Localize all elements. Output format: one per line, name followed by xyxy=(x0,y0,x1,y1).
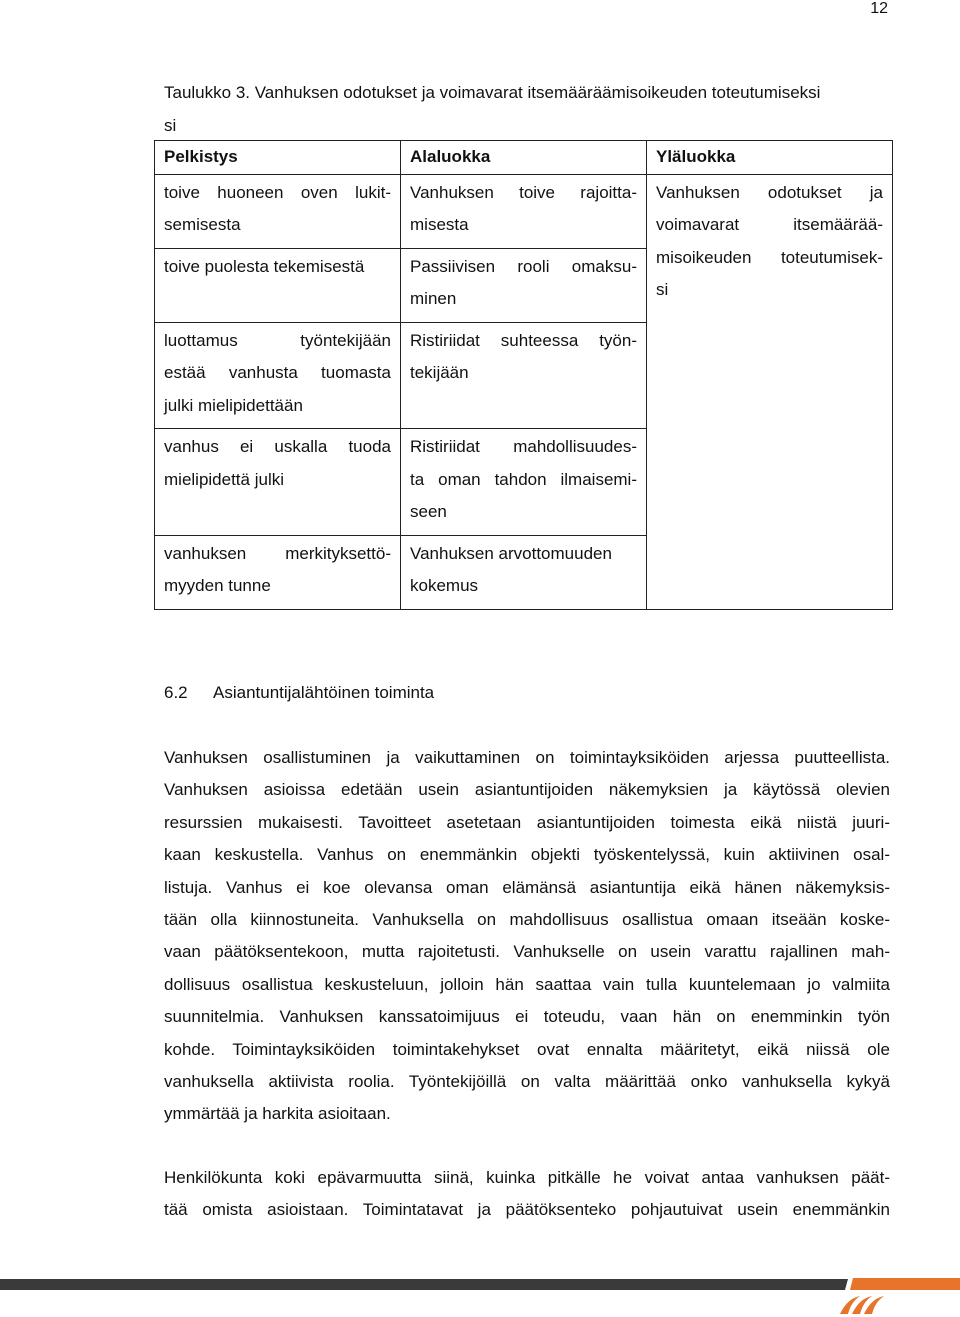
cell-line: Vanhuksen toive rajoitta- xyxy=(410,182,637,202)
cell-pelkistys xyxy=(155,248,401,322)
paragraph-line: dollisuus osallistua keskusteluun, jolloin hän saattaa vain tulla kuuntelemaan jo valmiita xyxy=(164,974,890,994)
page-number: 12 xyxy=(870,0,888,17)
paragraph-1 xyxy=(164,742,890,1131)
cell-line: vanhus ei uskalla tuoda xyxy=(164,437,391,456)
orange-swoosh-logo-icon xyxy=(838,1292,890,1316)
cell-line: minen xyxy=(410,289,457,308)
paragraph-line: suunnitelmia. Vanhuksen kanssatoimijuus ei toteudu, vaan hän on enemminkin työn xyxy=(164,1007,890,1027)
cell-ylaluokka xyxy=(647,174,893,609)
paragraph-line: vaan päätöksentekoon, mutta rajoitetusti. Vanhukselle on usein varattu rajallinen mah- xyxy=(164,942,890,962)
paragraph-line: kaan keskustella. Vanhus on enemmänkin objekti työskentelyssä, kuin aktiivinen osal- xyxy=(164,845,890,865)
cell-alaluokka xyxy=(401,174,647,248)
cell-line: Passiivisen rooli omaksu- xyxy=(410,256,637,276)
section-title: Asiantuntijalähtöinen toiminta xyxy=(213,683,435,702)
cell-pelkistys xyxy=(155,322,401,429)
cell-line: ta oman tahdon ilmaisemi- xyxy=(410,469,637,489)
cell-line: misoikeuden toteutumisek- xyxy=(656,247,883,267)
cell-pelkistys xyxy=(155,174,401,248)
cell-line: seen xyxy=(410,502,447,521)
cell-line: misesta xyxy=(410,215,469,234)
cell-line: vanhuksen merkityksettö- xyxy=(164,543,391,563)
header-ylaluokka: Yläluokka xyxy=(647,141,893,175)
caption-line: Taulukko 3. Vanhuksen odotukset ja voimavarat itsemääräämisoikeuden toteutumiseksi xyxy=(164,83,821,102)
cell-line: julki mielipidettään xyxy=(164,395,303,415)
cell-line: kokemus xyxy=(410,576,479,595)
cell-alaluokka xyxy=(401,248,647,322)
paragraph-line: listuja. Vanhus ei koe olevansa oman elämänsä asiantuntija eikä hänen näkemyksis- xyxy=(164,877,890,897)
table-header-row xyxy=(155,141,893,175)
cell-line: toive huoneen oven lukit- xyxy=(164,182,391,202)
cell-line: estää vanhusta tuomasta xyxy=(164,363,391,382)
table-row xyxy=(155,174,893,248)
cell-line: luottamus työntekijään xyxy=(164,330,391,350)
table-caption xyxy=(164,76,890,142)
footer-bar xyxy=(0,1278,960,1290)
paragraph-line: Vanhuksen asioissa edetään usein asiantuntijoiden näkemyksien ja käytössä olevien xyxy=(164,780,890,800)
cell-line: Ristiriidat mahdollisuudes- xyxy=(410,437,637,456)
cell-pelkistys xyxy=(155,535,401,609)
paragraph-line: Henkilökunta koki epävarmuutta siinä, kuinka pitkälle he voivat antaa vanhuksen päät- xyxy=(164,1168,890,1187)
paragraph-line: resurssien mukaisesti. Tavoitteet asetetaan asiantuntijoiden toimesta eikä niistä juuri- xyxy=(164,812,890,832)
cell-line: voimavarat itsemäärää- xyxy=(656,215,883,234)
paragraph-line: Vanhuksen osallistuminen ja vaikuttaminen on toimintayksiköiden arjessa puutteellista. xyxy=(164,748,890,767)
footer-bar-accent xyxy=(850,1278,960,1290)
caption-line: si xyxy=(164,116,177,135)
cell-alaluokka xyxy=(401,535,647,609)
paragraph-line: ymmärtää ja harkita asioitaan. xyxy=(164,1104,391,1124)
cell-pelkistys xyxy=(155,429,401,536)
paragraph-line: kohde. Toimintayksiköiden toimintakehykset ovat ennalta määritetyt, eikä niissä ole xyxy=(164,1039,890,1059)
results-table xyxy=(154,140,893,610)
cell-alaluokka xyxy=(401,429,647,536)
cell-line: Vanhuksen odotukset ja xyxy=(656,182,883,202)
paragraph-line: vanhuksella aktiivista roolia. Työntekijöillä on valta määrittää onko vanhuksella kykyä xyxy=(164,1072,890,1092)
paragraph-2 xyxy=(164,1162,890,1227)
header-alaluokka: Alaluokka xyxy=(401,141,647,175)
cell-alaluokka xyxy=(401,322,647,429)
paragraph-line: tään olla kiinnostuneita. Vanhuksella on mahdollisuus osallistua omaan itseään koske- xyxy=(164,910,890,930)
section-number: 6.2 xyxy=(164,683,188,702)
cell-line: myyden tunne xyxy=(164,576,271,595)
section-heading xyxy=(164,679,434,707)
header-pelkistys: Pelkistys xyxy=(155,141,401,175)
cell-line: si xyxy=(656,280,669,299)
cell-line: toive puolesta tekemisestä xyxy=(164,256,365,276)
cell-line: Vanhuksen arvottomuuden xyxy=(410,543,612,563)
cell-line: tekijään xyxy=(410,363,469,382)
footer-bar-dark xyxy=(0,1279,848,1290)
paragraph-line: tää omista asioistaan. Toimintatavat ja päätöksenteko pohjautuivat usein enemmänkin xyxy=(164,1200,890,1220)
cell-line: semisesta xyxy=(164,215,241,234)
cell-line: Ristiriidat suhteessa työn- xyxy=(410,330,637,350)
cell-line: mielipidettä julki xyxy=(164,469,284,489)
